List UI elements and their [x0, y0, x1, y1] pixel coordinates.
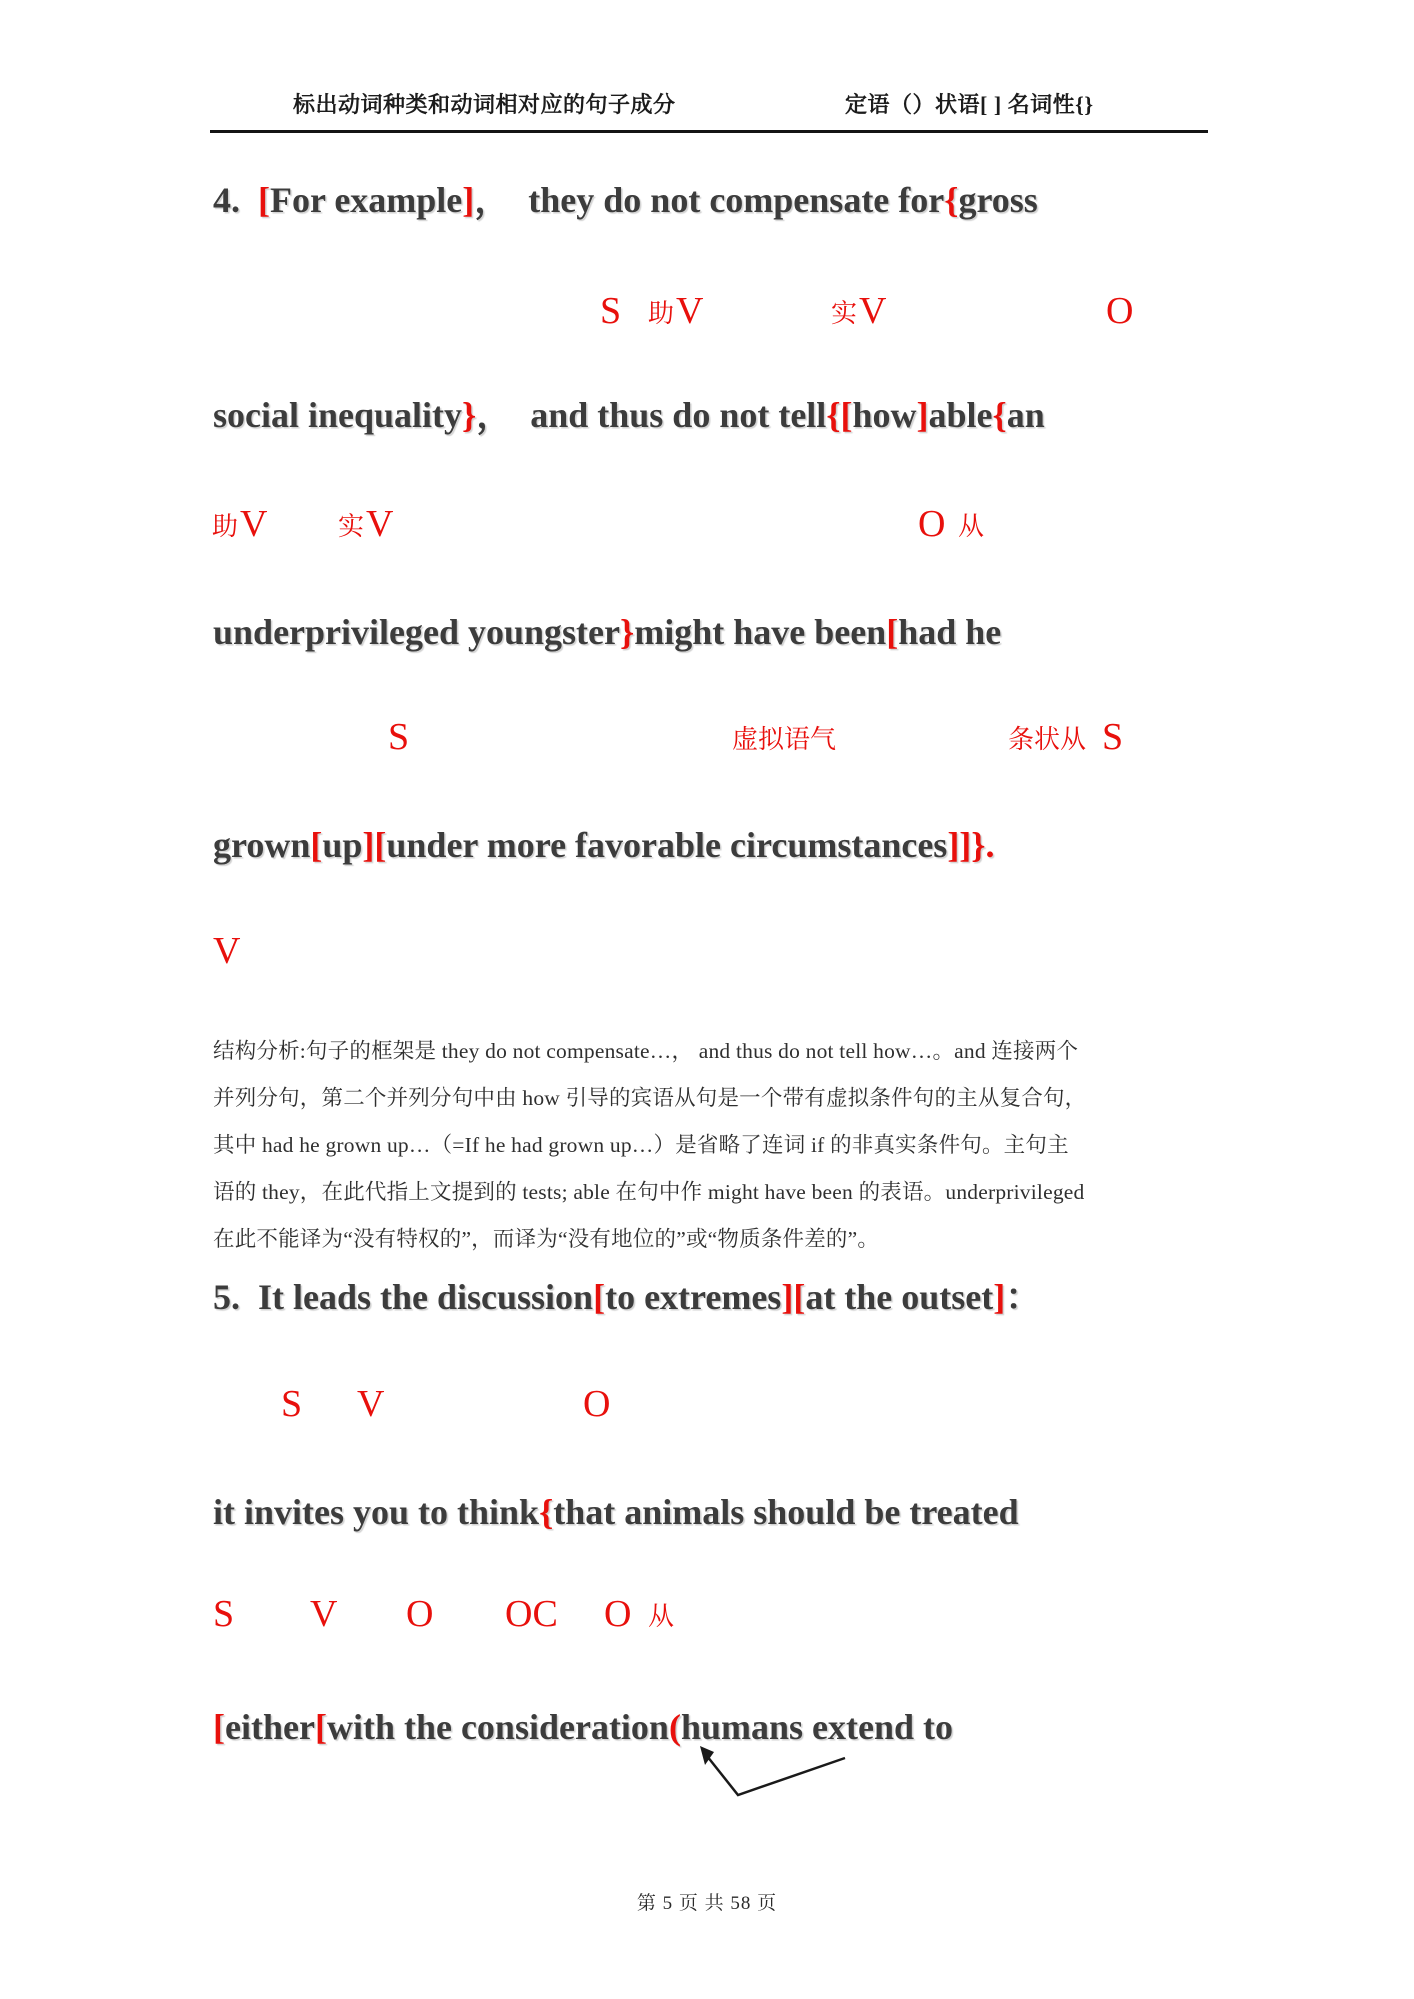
text-segment: it invites you to think — [213, 1492, 540, 1532]
text-segment: might have been — [634, 612, 887, 652]
grammar-tag: V — [366, 503, 394, 545]
grammar-tag: O — [583, 1383, 611, 1425]
text-segment: ， and thus do not tell — [476, 395, 827, 435]
text-segment: grown — [213, 825, 311, 865]
grammar-tag: S — [213, 1593, 235, 1635]
s5-line2 — [213, 1492, 1019, 1533]
text-segment: able — [928, 395, 993, 435]
analysis-line: 并列分句，第二个并列分句中由 how 引导的宾语从句是一个带有虚拟条件句的主从复合句， — [213, 1086, 1087, 1110]
analysis-line: 语的 they，在此代指上文提到的 tests; able 在句中作 might have been 的表语。underprivileged — [213, 1180, 1085, 1204]
grammar-tag: O — [406, 1593, 434, 1635]
text-segment: gross — [958, 180, 1038, 220]
text-segment: ， they do not compensate for — [474, 180, 945, 220]
bracket: } — [462, 395, 477, 435]
bracket: } — [620, 612, 635, 652]
bracket: ][ — [781, 1277, 806, 1317]
s4-line2 — [213, 395, 1045, 436]
text-segment: For example — [270, 180, 463, 220]
bracket: [ — [886, 612, 899, 652]
grammar-tag: V — [240, 503, 268, 545]
grammar-tag: 从 — [648, 1602, 675, 1631]
bracket: ][ — [362, 825, 387, 865]
bracket: [ — [593, 1277, 606, 1317]
text-segment: had he — [898, 612, 1002, 652]
bracket: { — [539, 1492, 554, 1532]
grammar-tag: 条状从 — [1008, 725, 1087, 754]
text-segment: ： — [1005, 1277, 1042, 1317]
s4-line3 — [213, 612, 1001, 653]
grammar-tag: 助 — [648, 299, 675, 328]
text-segment: with the consideration — [326, 1707, 669, 1747]
grammar-tag: V — [676, 290, 704, 332]
text-segment: at the outset — [805, 1277, 994, 1317]
text-segment: under more favorable circumstances — [386, 825, 948, 865]
s4-line4 — [213, 825, 994, 866]
analysis-line: 在此不能译为“没有特权的”，而译为“没有地位的”或“物质条件差的”。 — [213, 1227, 880, 1251]
grammar-tag: 虚拟语气 — [732, 725, 837, 754]
grammar-tag: O — [604, 1593, 632, 1635]
callout-arrow — [680, 1738, 860, 1813]
bracket: [ — [213, 1707, 225, 1747]
header-left-title: 标出动词种类和动词相对应的句子成分 — [293, 92, 676, 117]
grammar-tag: S — [388, 716, 410, 758]
bracket: ] — [462, 180, 475, 220]
grammar-tag: 实 — [831, 299, 858, 328]
bracket: { — [992, 395, 1007, 435]
grammar-tag: V — [213, 930, 241, 972]
structure-analysis-paragraph — [213, 1028, 1223, 1263]
bracket: [ — [314, 1707, 327, 1747]
grammar-tag: 从 — [958, 512, 985, 541]
grammar-tag: V — [859, 290, 887, 332]
grammar-tag: V — [357, 1383, 385, 1425]
text-segment: either — [225, 1707, 315, 1747]
grammar-tag: S — [1102, 716, 1124, 758]
text-segment: social inequality — [213, 395, 463, 435]
text-segment: underprivileged youngster — [213, 612, 621, 652]
text-segment: how — [852, 395, 917, 435]
text-segment: an — [1006, 395, 1045, 435]
bracket: ] — [993, 1277, 1006, 1317]
grammar-tag: 助 — [212, 512, 239, 541]
grammar-tag: S — [281, 1383, 303, 1425]
grammar-tag: O — [918, 503, 946, 545]
page-footer: 第 5 页 共 58 页 — [636, 1893, 778, 1914]
text-segment: to extremes — [605, 1277, 782, 1317]
analysis-line: 结构分析:句子的框架是 they do not compensate…， and thus do not tell how…。and 连接两个 — [213, 1039, 1079, 1063]
grammar-tag: 实 — [338, 512, 365, 541]
bracket: [ — [258, 180, 270, 220]
text-segment: up — [322, 825, 363, 865]
bracket: {[ — [826, 395, 853, 435]
bracket: ] — [916, 395, 929, 435]
grammar-tag: OC — [505, 1593, 558, 1635]
text-segment: 4. — [213, 180, 258, 220]
header-rule — [210, 130, 1208, 133]
grammar-tag: S — [600, 290, 622, 332]
bracket: [ — [310, 825, 323, 865]
text-segment: that animals should be treated — [553, 1492, 1019, 1532]
bracket: { — [944, 180, 959, 220]
text-segment: humans extend to — [680, 1707, 953, 1747]
header-right-legend: 定语（）状语[ ] 名词性{} — [845, 92, 1094, 117]
analysis-line: 其中 had he grown up…（=If he had grown up…）是省略了连词 if 的非真实条件句。主句主 — [213, 1133, 1069, 1157]
grammar-tag: O — [1106, 290, 1134, 332]
s5-line1 — [213, 1277, 1041, 1318]
text-segment: 5. It leads the discussion — [213, 1277, 594, 1317]
bracket: ( — [668, 1707, 681, 1747]
s4-line1 — [213, 180, 1038, 221]
bracket: ]]}. — [947, 825, 995, 865]
grammar-tag: V — [310, 1593, 338, 1635]
